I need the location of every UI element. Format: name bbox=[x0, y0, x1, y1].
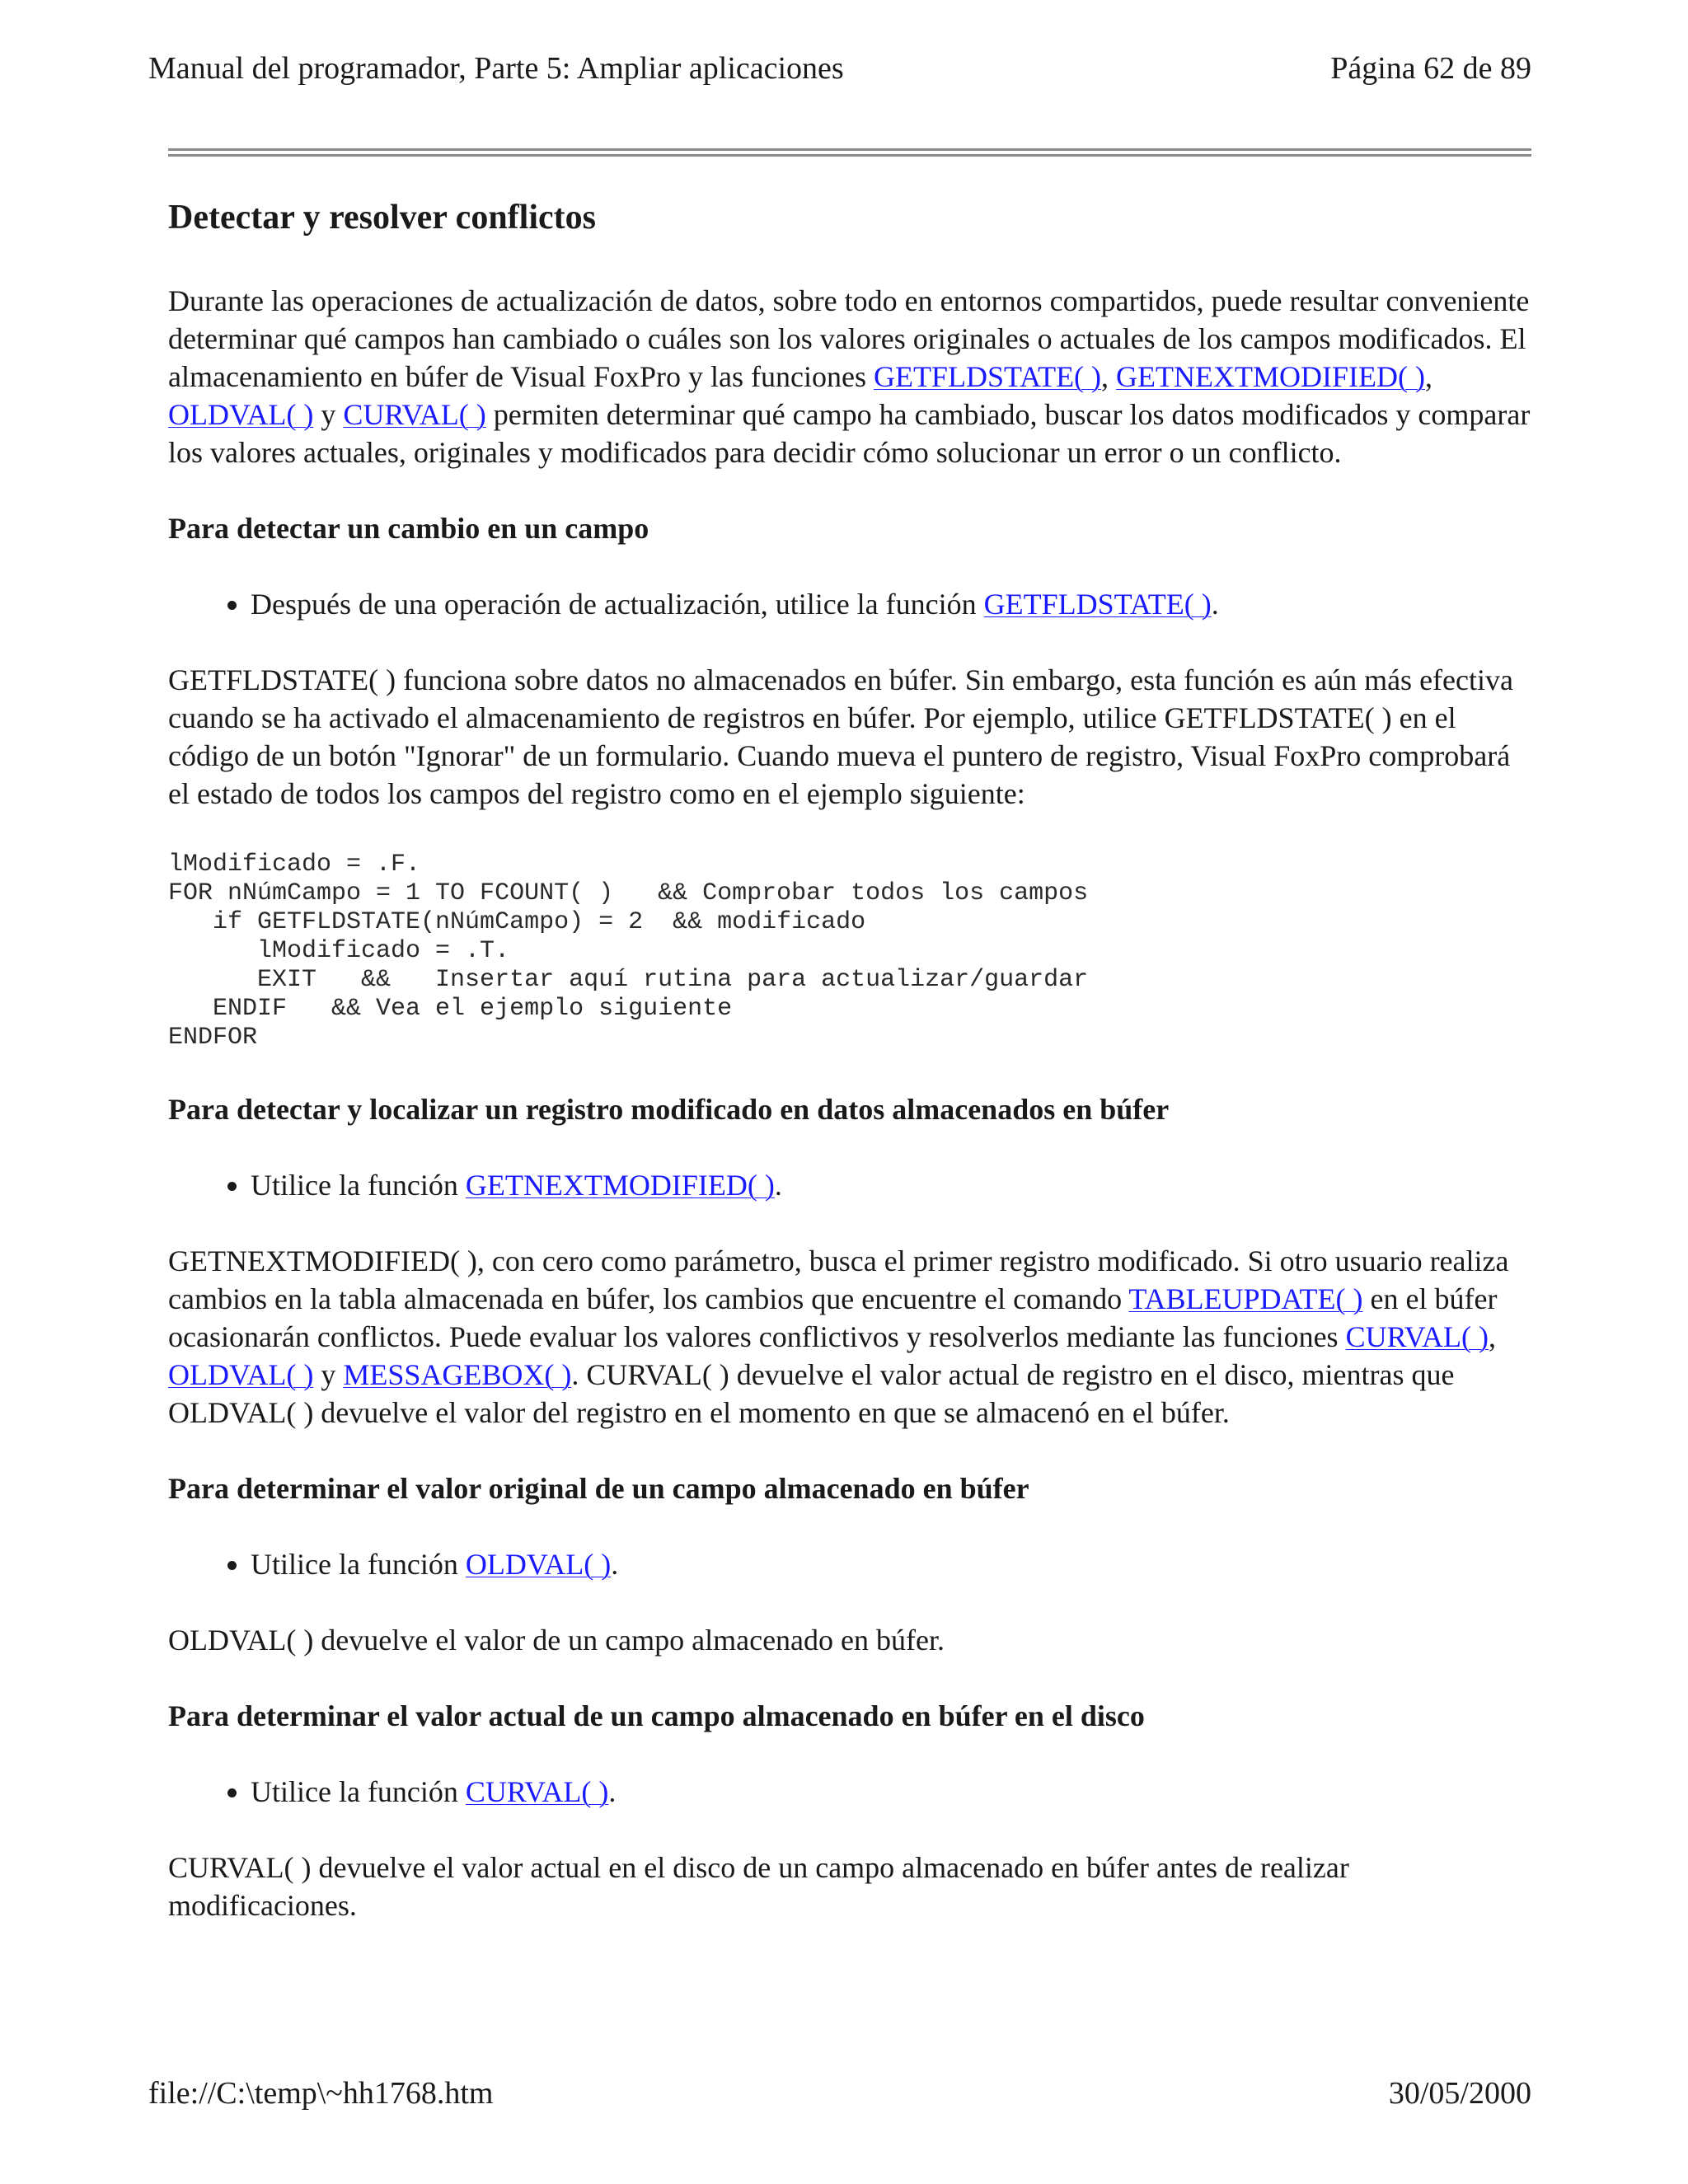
list-item: • Utilice la función OLDVAL( ). bbox=[251, 1545, 1531, 1583]
document-title: Manual del programador, Parte 5: Ampliar aplicaciones bbox=[148, 51, 844, 86]
page-content bbox=[168, 196, 1531, 1999]
bullet-list bbox=[168, 1545, 1531, 1583]
code-block: lModificado = .F. FOR nNúmCampo = 1 TO FCOUNT( ) && Comprobar todos los campos if GETFLDSTATE(nNúmCampo) = 2 && modificado lModificado = .T. EXIT && Insertar aquí rutina para actualizar/guardar ENDIF && Vea el ejemplo siguiente ENDFOR bbox=[168, 851, 1089, 1052]
list-item: • Después de una operación de actualización, utilice la función GETFLDSTATE( ). bbox=[251, 585, 1531, 623]
link-tableupdate[interactable]: TABLEUPDATE( ) bbox=[1128, 1282, 1363, 1315]
section-heading-field-change: Para detectar un cambio en un campo bbox=[168, 512, 649, 545]
running-footer bbox=[148, 2073, 1531, 2114]
print-date: 30/05/2000 bbox=[1388, 2076, 1531, 2111]
page-number: Página 62 de 89 bbox=[1330, 51, 1531, 86]
list-item: • Utilice la función CURVAL( ). bbox=[251, 1773, 1531, 1811]
header-rule-bottom bbox=[168, 154, 1531, 157]
bullet-list bbox=[168, 585, 1531, 623]
bullet-list bbox=[168, 1773, 1531, 1811]
page-title: Detectar y resolver conflictos bbox=[168, 199, 596, 237]
link-getnextmodified[interactable]: GETNEXTMODIFIED( ) bbox=[1116, 360, 1425, 393]
bullet-list bbox=[168, 1166, 1531, 1204]
section-heading-original-value: Para determinar el valor original de un campo almacenado en búfer bbox=[168, 1472, 1029, 1505]
section-heading-modified-record: Para detectar y localizar un registro modificado en datos almacenados en búfer bbox=[168, 1093, 1170, 1126]
link-curval-inline[interactable]: CURVAL( ) bbox=[1345, 1320, 1489, 1353]
file-path: file://C:\temp\~hh1768.htm bbox=[148, 2076, 494, 2111]
link-oldval[interactable]: OLDVAL( ) bbox=[168, 398, 314, 431]
paragraph-getnextmodified: GETNEXTMODIFIED( ), con cero como parámetro, busca el primer registro modificado. Si otro usuario realiza cambios en la tabla almacenada en búfer, los cambios que encuentre el comando TABLEUPDATE( ) en el búfer ocasionarán conflictos. Puede evaluar los valores conflictivos y resolverlos mediante las funciones CURVAL( ), OLDVAL( ) y MESSAGEBOX( ). CURVAL( ) devuelve el valor actual de registro en el disco, mientras que OLDVAL( ) devuelve el valor del registro en el momento en que se almacenó en el búfer. bbox=[168, 1244, 1509, 1429]
link-oldval-bullet[interactable]: OLDVAL( ) bbox=[465, 1548, 612, 1581]
intro-paragraph: Durante las operaciones de actualización de datos, sobre todo en entornos compartidos, puede resultar conveniente determinar qué campos han cambiado o cuáles son los valores originales o actuales de los campos modificados. El almacenamiento en búfer de Visual FoxPro y las funciones GETFLDSTATE( ), GETNEXTMODIFIED( ), OLDVAL( ) y CURVAL( ) permiten determinar qué campo ha cambiado, buscar los datos modificados y comparar los valores actuales, originales y modificados para decidir cómo solucionar un error o un conflicto. bbox=[168, 284, 1531, 469]
paragraph-curval: CURVAL( ) devuelve el valor actual en el disco de un campo almacenado en búfer antes de realizar modificaciones. bbox=[168, 1851, 1349, 1922]
header-rule-top bbox=[168, 148, 1531, 151]
link-messagebox[interactable]: MESSAGEBOX( ) bbox=[343, 1358, 572, 1391]
running-header bbox=[148, 48, 1531, 89]
section-heading-current-value: Para determinar el valor actual de un campo almacenado en búfer en el disco bbox=[168, 1699, 1145, 1732]
link-getfldstate-bullet[interactable]: GETFLDSTATE( ) bbox=[983, 588, 1212, 621]
link-getnextmodified-bullet[interactable]: GETNEXTMODIFIED( ) bbox=[465, 1169, 775, 1202]
link-curval-bullet[interactable]: CURVAL( ) bbox=[465, 1775, 609, 1808]
link-curval[interactable]: CURVAL( ) bbox=[343, 398, 486, 431]
paragraph-getfldstate: GETFLDSTATE( ) funciona sobre datos no almacenados en búfer. Sin embargo, esta función es aún más efectiva cuando se ha activado el almacenamiento de registros en búfer. Por ejemplo, utilice GETFLDSTATE( ) en el código de un botón "Ignorar" de un formulario. Cuando mueva el puntero de registro, Visual FoxPro comprobará el estado de todos los campos del registro como en el ejemplo siguiente: bbox=[168, 663, 1513, 810]
link-oldval-inline[interactable]: OLDVAL( ) bbox=[168, 1358, 314, 1391]
list-item: • Utilice la función GETNEXTMODIFIED( ). bbox=[251, 1166, 1531, 1204]
link-getfldstate[interactable]: GETFLDSTATE( ) bbox=[873, 360, 1102, 393]
paragraph-oldval: OLDVAL( ) devuelve el valor de un campo almacenado en búfer. bbox=[168, 1624, 945, 1657]
